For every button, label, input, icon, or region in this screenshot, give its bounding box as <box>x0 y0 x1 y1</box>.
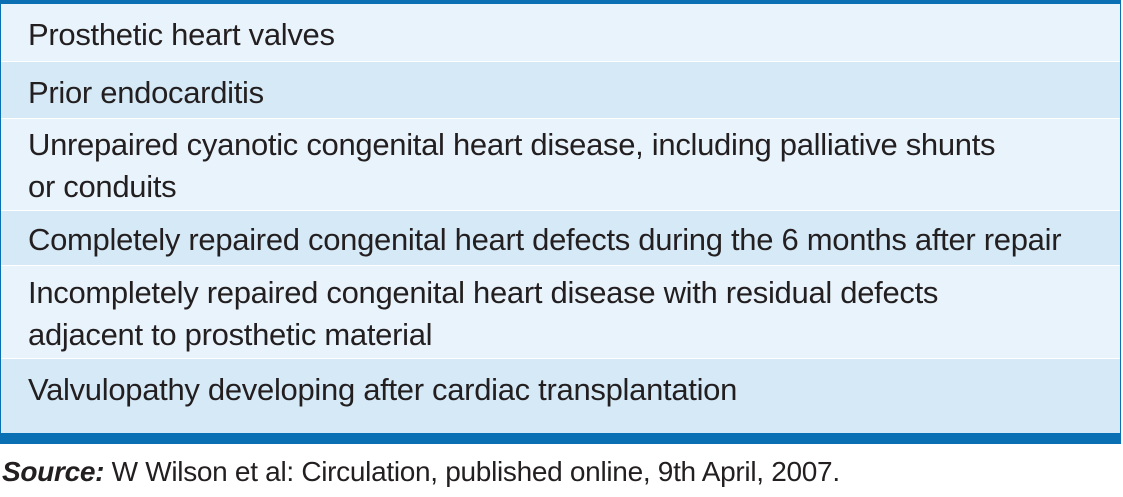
source-text: W Wilson et al: Circulation, published online, 9th April, 2007. <box>104 456 840 487</box>
row-text: or conduits <box>28 169 177 204</box>
row-text: Prior endocarditis <box>28 75 264 110</box>
table-row <box>1 265 1120 358</box>
row-text: Unrepaired cyanotic congenital heart disease, including palliative shunts <box>28 127 996 162</box>
row-text: adjacent to prosthetic material <box>28 317 433 352</box>
row-text: Incompletely repaired congenital heart disease with residual defects <box>28 275 939 310</box>
table-row <box>1 61 1120 118</box>
row-text: Completely repaired congenital heart defects during the 6 months after repair <box>28 222 1062 257</box>
table-row <box>1 118 1120 210</box>
table-row <box>1 4 1120 61</box>
source-citation <box>2 452 840 492</box>
table-row <box>1 358 1120 433</box>
source-label: Source: <box>2 456 105 487</box>
row-text: Prosthetic heart valves <box>28 17 335 52</box>
row-text: Valvulopathy developing after cardiac transplantation <box>28 372 738 407</box>
table-row <box>1 210 1120 265</box>
